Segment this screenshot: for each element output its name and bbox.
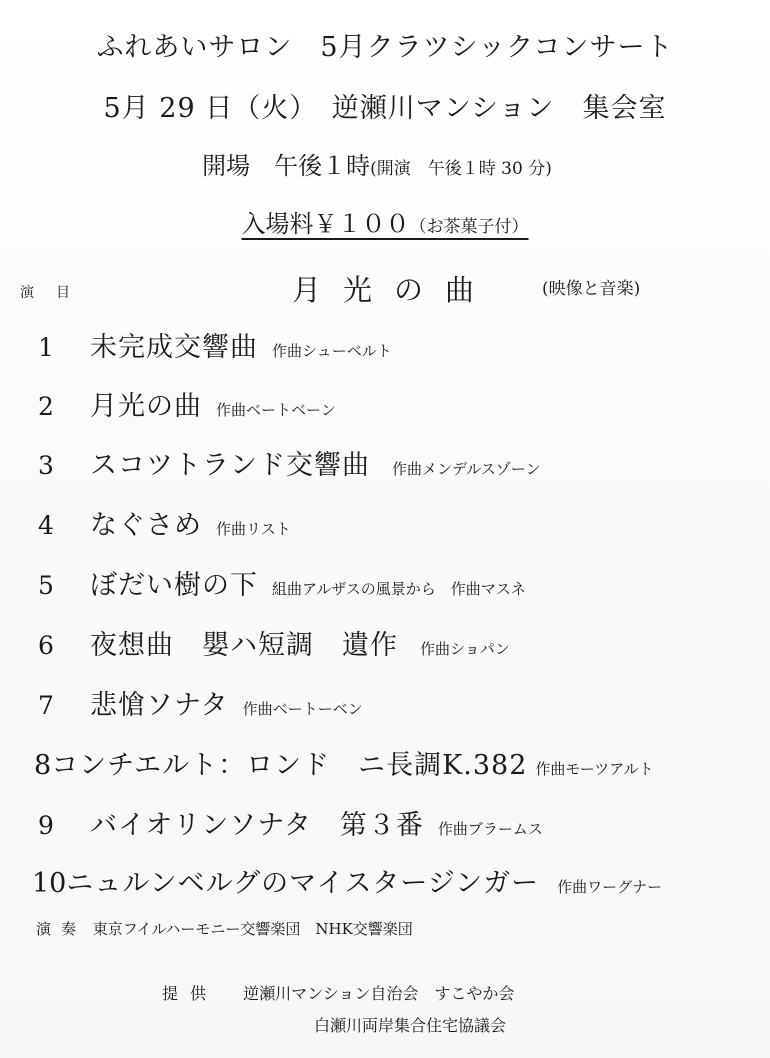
item-number: 6 <box>38 631 54 660</box>
item-composer: 組曲アルザスの風景から 作曲マスネ <box>272 580 526 598</box>
program-item <box>38 452 541 479</box>
program-item <box>38 572 526 599</box>
item-composer: 作曲シューベルト <box>272 342 392 360</box>
item-number: 9 <box>38 811 54 840</box>
item-title: 未完成交響曲 <box>90 332 258 363</box>
item-number: 5 <box>38 571 54 600</box>
item-title: スコツトランド交響曲 <box>90 450 370 481</box>
program-item <box>38 692 363 719</box>
program-item <box>38 393 336 420</box>
program-item <box>38 632 510 659</box>
item-number: 8 <box>34 750 52 781</box>
item-title: バイオリンソナタ 第３番 <box>90 810 424 841</box>
program-item <box>38 334 392 361</box>
item-title: ぼだい樹の下 <box>90 570 258 601</box>
item-title: 月光の曲 <box>90 391 202 422</box>
item-composer: 作曲ベートベーン <box>216 401 336 419</box>
performers-label: 演奏 <box>36 920 87 938</box>
item-number: 1 <box>38 333 54 362</box>
program-label: 演目 <box>20 285 92 301</box>
event-title: ふれあいサロン 5月クラツシックコンサート <box>96 32 674 63</box>
program-subtitle: (映像と音楽) <box>542 279 641 299</box>
item-title: ニュルンベルグのマイスタージンガー <box>66 868 540 899</box>
sponsors-line1: 逆瀬川マンション自治会 すこやか会 <box>243 984 515 1003</box>
item-composer: 作曲メンデルスゾーン <box>392 460 541 478</box>
opening-time <box>0 154 762 178</box>
admission-fee <box>0 212 770 236</box>
item-number: 2 <box>38 392 54 421</box>
item-composer: 作曲ショパン <box>420 640 510 658</box>
item-composer: 作曲ワーグナー <box>557 878 663 896</box>
item-composer: 作曲ベートーベン <box>242 700 363 718</box>
program-item <box>38 812 543 839</box>
performers <box>36 918 413 939</box>
opening-time-main: 開場 午後１時 <box>202 152 371 180</box>
program-item <box>38 512 291 539</box>
item-composer: 作曲リスト <box>216 520 291 538</box>
item-title: なぐさめ <box>90 510 202 541</box>
admission-fee-main: 入場料￥１００ <box>241 210 410 238</box>
item-number: 10 <box>32 868 67 899</box>
item-title: 悲愴ソナタ <box>90 690 229 721</box>
item-composer: 作曲ブラームス <box>437 820 543 838</box>
admission-fee-sub: （お茶菓子付） <box>409 217 529 237</box>
item-number: 4 <box>38 511 54 540</box>
item-title: 夜想曲 嬰ハ短調 遺作 <box>90 630 398 661</box>
sponsors-line2: 白瀬川両岸集合住宅協議会 <box>314 1016 507 1035</box>
sponsors-label: 提供 <box>162 984 219 1003</box>
program-item <box>34 752 654 779</box>
performers-value: 東京フイルハーモニー交響楽団 NHK交響楽団 <box>92 920 413 938</box>
item-title: コンチエルト：ロンド ニ長調K.382 <box>51 750 528 781</box>
program-item <box>32 870 662 897</box>
event-date-venue: 5月 29 日（火） 逆瀬川マンション 集会室 <box>103 93 667 124</box>
item-number: 3 <box>38 451 54 480</box>
sponsors <box>162 981 514 1004</box>
opening-time-sub: (開演 午後１時 30 分) <box>370 159 552 179</box>
item-composer: 作曲モーツアルト <box>535 760 654 778</box>
program-title: 月光の曲 <box>292 273 497 307</box>
item-number: 7 <box>38 691 54 720</box>
